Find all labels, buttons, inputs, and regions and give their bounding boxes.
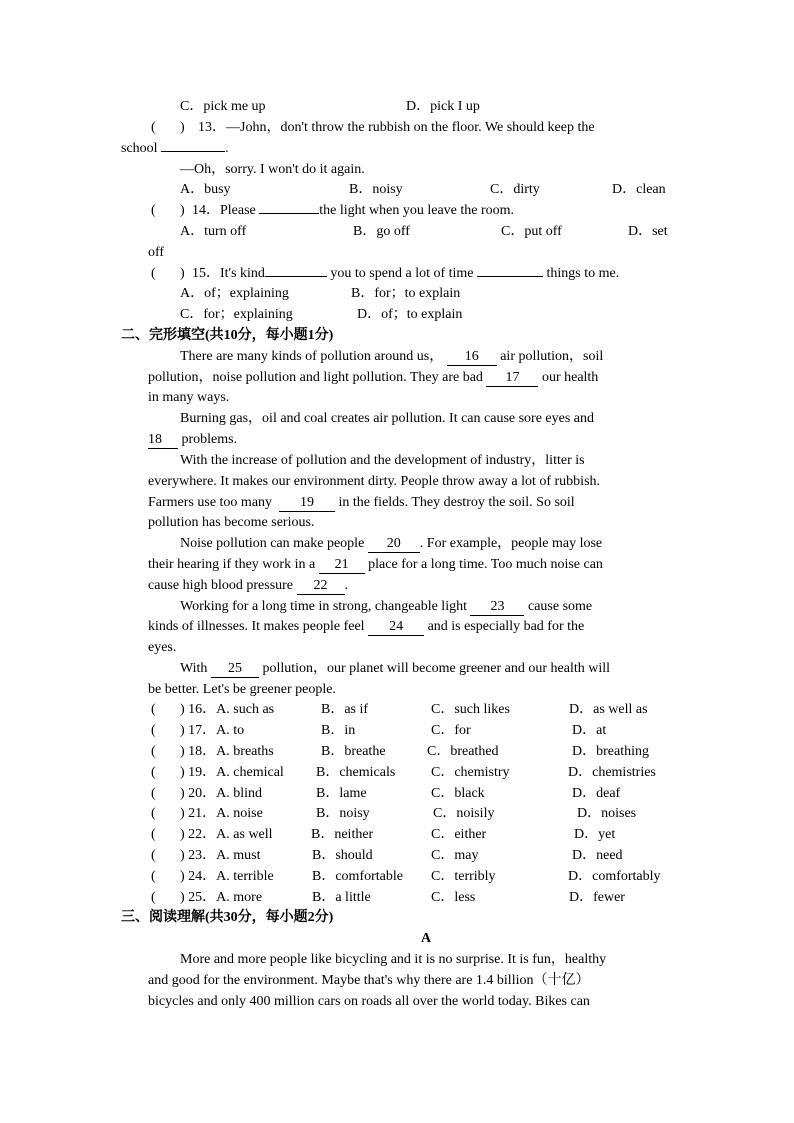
q13-option-a: A．busy xyxy=(180,182,231,197)
option-paren: ( xyxy=(151,890,156,905)
q14-option-a: A．turn off xyxy=(180,224,247,239)
q13-stem-period: . xyxy=(225,141,229,156)
passage-p2-line2 xyxy=(148,430,237,450)
option-d: D．yet xyxy=(574,827,616,842)
option-b: B．as if xyxy=(321,702,369,717)
section-3-title: 三、阅读理解(共30分，每小题2分) xyxy=(121,910,334,925)
option-num: 18． xyxy=(188,744,217,759)
option-paren-close: ) xyxy=(180,702,185,717)
option-paren: ( xyxy=(151,744,156,759)
blank-22: 22 xyxy=(297,578,345,595)
q14-stem-pre: 14．Please xyxy=(192,203,256,218)
option-row-18 xyxy=(180,742,274,762)
option-a: A. noise xyxy=(216,806,263,821)
option-c: C．either xyxy=(431,827,487,842)
passage-p6-line1 xyxy=(180,659,610,679)
option-b: B．chemicals xyxy=(316,765,396,780)
option-row-19 xyxy=(180,763,284,783)
option-b: B．a little xyxy=(312,890,371,905)
blank-21: 21 xyxy=(319,557,365,574)
passage-text: . For example，people may lose xyxy=(419,536,603,551)
option-b: B．comfortable xyxy=(312,869,403,884)
option-d: D．need xyxy=(572,848,623,863)
q15-paren-open: ( xyxy=(151,266,156,281)
option-b: B．should xyxy=(312,848,373,863)
option-a: A. blind xyxy=(216,786,263,801)
q13-stem-line2 xyxy=(121,139,229,159)
q13-option-d: D．clean xyxy=(612,182,666,197)
option-paren-close: ) xyxy=(180,827,185,842)
passage-p5-line3: eyes. xyxy=(148,640,177,655)
option-d: D．deaf xyxy=(572,786,621,801)
option-a: A. breaths xyxy=(216,744,274,759)
q13-blank xyxy=(161,151,225,152)
passage-text: Noise pollution can make people xyxy=(180,536,365,551)
option-paren-close: ) xyxy=(180,786,185,801)
passage-p3-line2: everywhere. It makes our environment dirty. People throw away a lot of rubbish. xyxy=(148,474,601,489)
option-a: A. to xyxy=(216,723,245,738)
blank-17: 17 xyxy=(486,370,538,387)
option-paren: ( xyxy=(151,827,156,842)
passage-p4-line2 xyxy=(148,555,603,575)
q14-paren-open: ( xyxy=(151,203,156,218)
passage-p1-line2 xyxy=(148,368,598,388)
option-a: A. chemical xyxy=(216,765,284,780)
blank-23: 23 xyxy=(470,599,524,616)
q15-blank-1 xyxy=(265,276,327,277)
option-paren-close: ) xyxy=(180,765,185,780)
option-paren: ( xyxy=(151,702,156,717)
passage-text: pollution，our planet will become greener and our health will xyxy=(262,661,611,676)
q14-blank xyxy=(259,213,319,214)
passage-text: . xyxy=(344,578,349,593)
passage-p3-line3 xyxy=(148,493,575,513)
q13-option-c: C．dirty xyxy=(490,182,540,197)
option-b: B．lame xyxy=(316,786,367,801)
reading-line2: and good for the environment. Maybe that's why there are 1.4 billion（十亿） xyxy=(148,973,590,988)
passage-p1-line3: in many ways. xyxy=(148,390,230,405)
option-c: C．terribly xyxy=(431,869,496,884)
option-c: C．such likes xyxy=(431,702,510,717)
option-d: D．comfortably xyxy=(568,869,661,884)
option-c: C．breathed xyxy=(427,744,499,759)
q14-option-b: B．go off xyxy=(353,224,410,239)
passage-p5-line1 xyxy=(180,597,592,617)
option-paren-close: ) xyxy=(180,890,185,905)
passage-text: place for a long time. Too much noise can xyxy=(368,557,603,572)
option-a: A. terrible xyxy=(216,869,274,884)
option-num: 25． xyxy=(188,890,217,905)
option-row-16-num xyxy=(180,700,274,720)
passage-text: kinds of illnesses. It makes people feel xyxy=(148,619,365,634)
blank-18: 18 xyxy=(148,432,178,449)
option-a: A. such as xyxy=(216,702,275,717)
passage-p2-line1: Burning gas，oil and coal creates air pollution. It can cause sore eyes and xyxy=(180,411,595,426)
option-paren: ( xyxy=(151,786,156,801)
passage-p3-line4: pollution has become serious. xyxy=(148,515,315,530)
q13-paren-open: ( xyxy=(151,120,156,135)
passage-p5-line2 xyxy=(148,617,584,637)
option-row-21 xyxy=(180,804,263,824)
q15-blank-2 xyxy=(477,276,543,277)
option-paren-close: ) xyxy=(180,744,185,759)
option-paren: ( xyxy=(151,765,156,780)
option-num: 16． xyxy=(188,702,217,717)
option-d: D．noises xyxy=(577,806,637,821)
blank-19: 19 xyxy=(279,495,335,512)
option-paren: ( xyxy=(151,806,156,821)
q15-paren-close: ) xyxy=(180,266,185,281)
q15-stem xyxy=(192,264,619,284)
option-row-17 xyxy=(180,721,244,741)
passage-a-heading: A xyxy=(421,931,432,946)
option-b: B．in xyxy=(321,723,356,738)
option-num: 20． xyxy=(188,786,217,801)
q15-stem-pre: 15．It's kind xyxy=(192,266,265,281)
passage-p6-line2: be better. Let's be greener people. xyxy=(148,682,336,697)
blank-25: 25 xyxy=(211,661,259,678)
option-paren: ( xyxy=(151,723,156,738)
option-a: A. as well xyxy=(216,827,273,842)
q14-option-c: C．put off xyxy=(501,224,562,239)
passage-text: their hearing if they work in a xyxy=(148,557,316,572)
q15-option-b: B．for；to explain xyxy=(351,286,461,301)
option-d: D．chemistries xyxy=(568,765,656,780)
q14-stem xyxy=(192,201,514,221)
blank-16: 16 xyxy=(447,349,497,366)
option-d: D．at xyxy=(572,723,607,738)
passage-text: our health xyxy=(541,370,599,385)
option-row-16 xyxy=(151,700,156,720)
q13-reply: —Oh，sorry. I won't do it again. xyxy=(180,162,365,177)
passage-text: air pollution，soil xyxy=(500,349,604,364)
q15-option-d: D．of；to explain xyxy=(357,307,463,322)
blank-24: 24 xyxy=(368,619,424,636)
reading-line1: More and more people like bicycling and it is no surprise. It is fun，healthy xyxy=(180,952,607,967)
option-paren-close: ) xyxy=(180,806,185,821)
passage-text: pollution，noise pollution and light pollution. They are bad xyxy=(148,370,483,385)
option-num: 23． xyxy=(188,848,217,863)
q12-option-d: D．pick I up xyxy=(406,99,480,114)
option-b: B．noisy xyxy=(316,806,370,821)
passage-p1-line1 xyxy=(180,347,603,367)
option-num: 17． xyxy=(188,723,217,738)
option-num: 19． xyxy=(188,765,217,780)
passage-text: cause some xyxy=(527,599,593,614)
q14-option-d: D．set xyxy=(628,224,668,239)
option-paren: ( xyxy=(151,848,156,863)
passage-text: in the fields. They destroy the soil. So soil xyxy=(338,495,575,510)
q15-option-a: A．of；explaining xyxy=(180,286,289,301)
q13-stem-school: school xyxy=(121,141,158,156)
option-c: C．black xyxy=(431,786,485,801)
option-c: C．less xyxy=(431,890,476,905)
passage-text: Working for a long time in strong, changeable light xyxy=(180,599,467,614)
q15-option-c: C．for；explaining xyxy=(180,307,293,322)
passage-text: There are many kinds of pollution around us， xyxy=(180,349,444,364)
q15-stem-post: things to me. xyxy=(546,266,620,281)
q14-option-d-wrap: off xyxy=(148,245,165,260)
option-c: C．for xyxy=(431,723,471,738)
blank-20: 20 xyxy=(368,536,420,553)
option-d: D．fewer xyxy=(569,890,625,905)
option-d: D．breathing xyxy=(572,744,649,759)
option-c: C．chemistry xyxy=(431,765,510,780)
option-row-23 xyxy=(180,846,261,866)
passage-text: Farmers use too many xyxy=(148,495,273,510)
q13-paren-close: ) xyxy=(180,120,185,135)
passage-p4-line3 xyxy=(148,576,348,596)
passage-p3-line1: With the increase of pollution and the development of industry，litter is xyxy=(180,453,585,468)
section-2-title: 二、完形填空(共10分，每小题1分) xyxy=(121,328,334,343)
q13-option-b: B．noisy xyxy=(349,182,403,197)
option-num: 21． xyxy=(188,806,217,821)
option-num: 24． xyxy=(188,869,217,884)
passage-text: With xyxy=(180,661,208,676)
option-row-24 xyxy=(180,867,274,887)
option-paren-close: ) xyxy=(180,723,185,738)
option-row-20 xyxy=(180,784,262,804)
option-paren-close: ) xyxy=(180,869,185,884)
option-paren: ( xyxy=(151,869,156,884)
option-a: A. must xyxy=(216,848,261,863)
option-row-22 xyxy=(180,825,273,845)
q14-stem-post: the light when you leave the room. xyxy=(319,203,515,218)
option-d: D．as well as xyxy=(569,702,648,717)
passage-p4-line1 xyxy=(180,534,602,554)
passage-text: cause high blood pressure xyxy=(148,578,294,593)
q15-stem-mid: you to spend a lot of time xyxy=(330,266,474,281)
option-paren-close: ) xyxy=(180,848,185,863)
q13-stem: 13．—John，don't throw the rubbish on the floor. We should keep the xyxy=(198,120,595,135)
option-num: 22． xyxy=(188,827,217,842)
option-c: C．noisily xyxy=(433,806,495,821)
passage-text: and is especially bad for the xyxy=(427,619,585,634)
option-row-25 xyxy=(180,888,262,908)
option-b: B．breathe xyxy=(321,744,386,759)
option-c: C．may xyxy=(431,848,479,863)
option-b: B．neither xyxy=(311,827,374,842)
q14-paren-close: ) xyxy=(180,203,185,218)
option-a: A. more xyxy=(216,890,263,905)
q12-option-c: C．pick me up xyxy=(180,99,266,114)
reading-line3: bicycles and only 400 million cars on roads all over the world today. Bikes can xyxy=(148,994,590,1009)
passage-text: problems. xyxy=(181,432,238,447)
